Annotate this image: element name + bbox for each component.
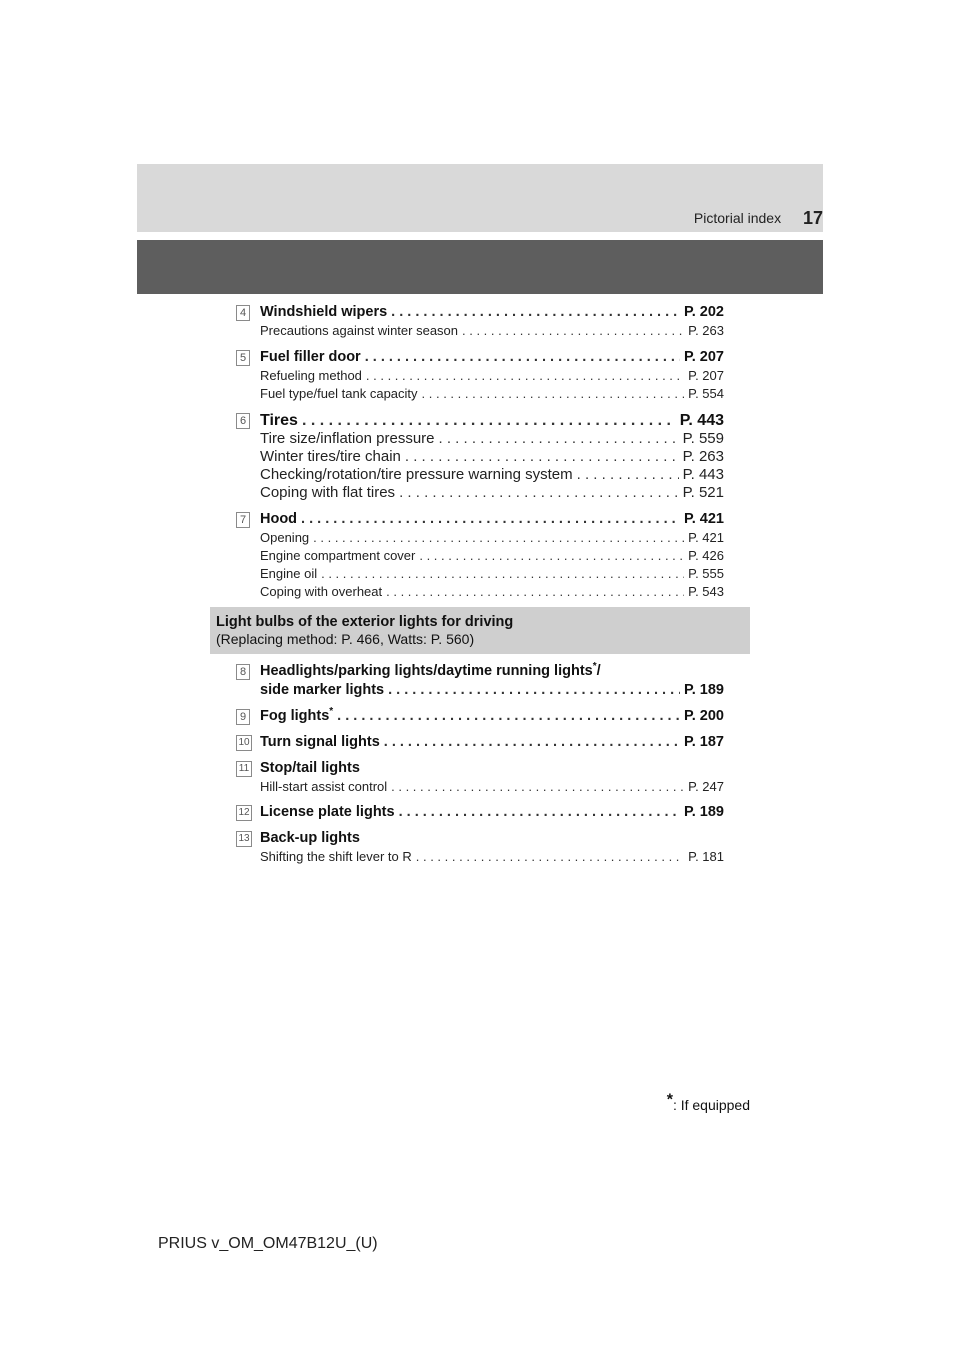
page-ref: P. 554 (688, 386, 724, 401)
dot-leader (386, 583, 684, 601)
entry-title-row (260, 733, 724, 752)
index-group-2 (236, 662, 724, 874)
header-band (137, 240, 823, 294)
index-entry-13 (236, 829, 724, 866)
entry-sub-row (260, 430, 724, 448)
dot-leader (399, 484, 679, 502)
page-ref: P. 207 (683, 349, 724, 365)
sub-label: Engine oil (260, 566, 318, 581)
callout-number: 12 (236, 805, 252, 821)
sub-label: Fuel type/fuel tank capacity (260, 386, 418, 401)
running-header (694, 207, 823, 228)
sub-label: Shifting the shift lever to R (260, 849, 412, 864)
sub-label: Winter tires/tire chain (260, 448, 401, 465)
page-ref: P. 443 (679, 412, 724, 429)
callout-number: 4 (236, 305, 250, 321)
sub-label: Hill-start assist control (260, 779, 388, 794)
page-ref: P. 247 (688, 779, 724, 794)
entry-sub-row (260, 848, 724, 866)
entry-title: Turn signal lights (260, 734, 380, 750)
callout-number: 7 (236, 512, 250, 528)
page-ref: P. 200 (683, 708, 724, 724)
callout-number: 9 (236, 709, 250, 725)
entry-sub-row (260, 385, 724, 403)
sub-label: Checking/rotation/tire pressure warning system (260, 466, 573, 483)
dot-leader (337, 707, 680, 726)
footnote (666, 1091, 750, 1113)
light-bulbs-box (210, 607, 750, 654)
entry-title: Fuel filler door (260, 349, 361, 365)
dot-leader (321, 565, 684, 583)
entry-title-row (260, 510, 724, 529)
callout-number: 8 (236, 664, 250, 680)
entry-title: License plate lights (260, 804, 395, 820)
callout-number: 11 (236, 761, 252, 777)
page-ref: P. 263 (688, 323, 724, 338)
entry-title-row (260, 411, 724, 430)
title-slash: / (596, 663, 601, 679)
footnote-text: : If equipped (672, 1097, 750, 1113)
sub-label: Refueling method (260, 368, 362, 383)
dot-leader (365, 348, 680, 367)
entry-sub-row (260, 565, 724, 583)
entry-title-row (260, 303, 724, 322)
entry-title: Hood (260, 511, 298, 527)
dot-leader (405, 448, 679, 466)
entry-sub-row (260, 367, 724, 385)
entry-sub-row (260, 448, 724, 466)
page-ref: P. 263 (682, 448, 724, 465)
page-ref: P. 521 (682, 484, 724, 501)
entry-title-wrap (260, 707, 333, 726)
index-entry-9 (236, 707, 724, 726)
page-ref: P. 181 (688, 849, 724, 864)
page-ref: P. 421 (688, 530, 724, 545)
entry-title: Stop/tail lights (260, 760, 360, 776)
page-ref: P. 443 (682, 466, 724, 483)
index-entry-7 (236, 510, 724, 601)
page-ref: P. 543 (688, 584, 724, 599)
footnote-star: * (592, 661, 597, 673)
sub-label: Opening (260, 530, 310, 545)
dot-leader (313, 529, 684, 547)
dot-leader (416, 848, 684, 866)
dot-leader (391, 778, 684, 796)
dot-leader (577, 466, 679, 484)
entry-sub-row (260, 778, 724, 796)
entry-title-row (260, 803, 724, 822)
entry-title: Back-up lights (260, 830, 360, 846)
document-code: PRIUS v_OM_OM47B12U_(U) (158, 1235, 378, 1252)
index-entry-10 (236, 733, 724, 752)
entry-title: Windshield wipers (260, 304, 388, 320)
sub-label: Engine compartment cover (260, 548, 416, 563)
dot-leader (302, 411, 676, 430)
box-subtitle: (Replacing method: P. 466, Watts: P. 560) (216, 631, 475, 647)
entry-title-row (260, 681, 724, 700)
index-entry-11 (236, 759, 724, 796)
box-title: Light bulbs of the exterior lights for driving (216, 614, 514, 630)
entry-sub-row (260, 484, 724, 502)
page-ref: P. 189 (683, 682, 724, 698)
dot-leader (366, 367, 684, 385)
page-ref: P. 207 (688, 368, 724, 383)
page-ref: P. 202 (683, 304, 724, 320)
page-ref: P. 559 (682, 430, 724, 447)
dot-leader (391, 303, 680, 322)
entry-title-line (260, 662, 724, 681)
entry-sub-row (260, 547, 724, 565)
dot-leader (384, 733, 680, 752)
entry-sub-row (260, 322, 724, 340)
index-entry-6 (236, 411, 724, 502)
entry-title-row (260, 707, 724, 726)
dot-leader (422, 385, 685, 403)
sub-label: Precautions against winter season (260, 323, 459, 338)
callout-number: 6 (236, 413, 250, 429)
index-entry-5 (236, 348, 724, 403)
dot-leader (419, 547, 684, 565)
index-entry-12 (236, 803, 724, 822)
dot-leader (388, 681, 680, 700)
page-number: 17 (802, 208, 823, 228)
dot-leader (301, 510, 680, 529)
entry-sub-row (260, 529, 724, 547)
dot-leader (399, 803, 680, 822)
index-group-1 (236, 303, 724, 609)
entry-sub-row (260, 583, 724, 601)
page-ref: P. 426 (688, 548, 724, 563)
page-ref: P. 187 (683, 734, 724, 750)
sub-label: Coping with overheat (260, 584, 383, 599)
entry-sub-row (260, 466, 724, 484)
entry-title: Fog lights (260, 708, 330, 724)
sub-label: Coping with flat tires (260, 484, 396, 501)
page-ref: P. 421 (683, 511, 724, 527)
page-ref: P. 189 (683, 804, 724, 820)
callout-number: 10 (236, 735, 252, 751)
sub-label: Tire size/inflation pressure (260, 430, 435, 447)
footnote-star: * (666, 1091, 673, 1109)
callout-number: 5 (236, 350, 250, 366)
entry-title-cont: side marker lights (260, 682, 385, 698)
page-ref: P. 555 (688, 566, 724, 581)
index-entry-4 (236, 303, 724, 340)
section-title: Pictorial index (693, 210, 782, 226)
entry-title: Headlights/parking lights/daytime running lights (260, 663, 593, 679)
index-entry-8 (236, 662, 724, 700)
dot-leader (439, 430, 679, 448)
entry-title: Tires (260, 412, 298, 429)
dot-leader (462, 322, 684, 340)
footnote-star: * (329, 706, 334, 718)
callout-number: 13 (236, 831, 252, 847)
entry-title-row (260, 348, 724, 367)
